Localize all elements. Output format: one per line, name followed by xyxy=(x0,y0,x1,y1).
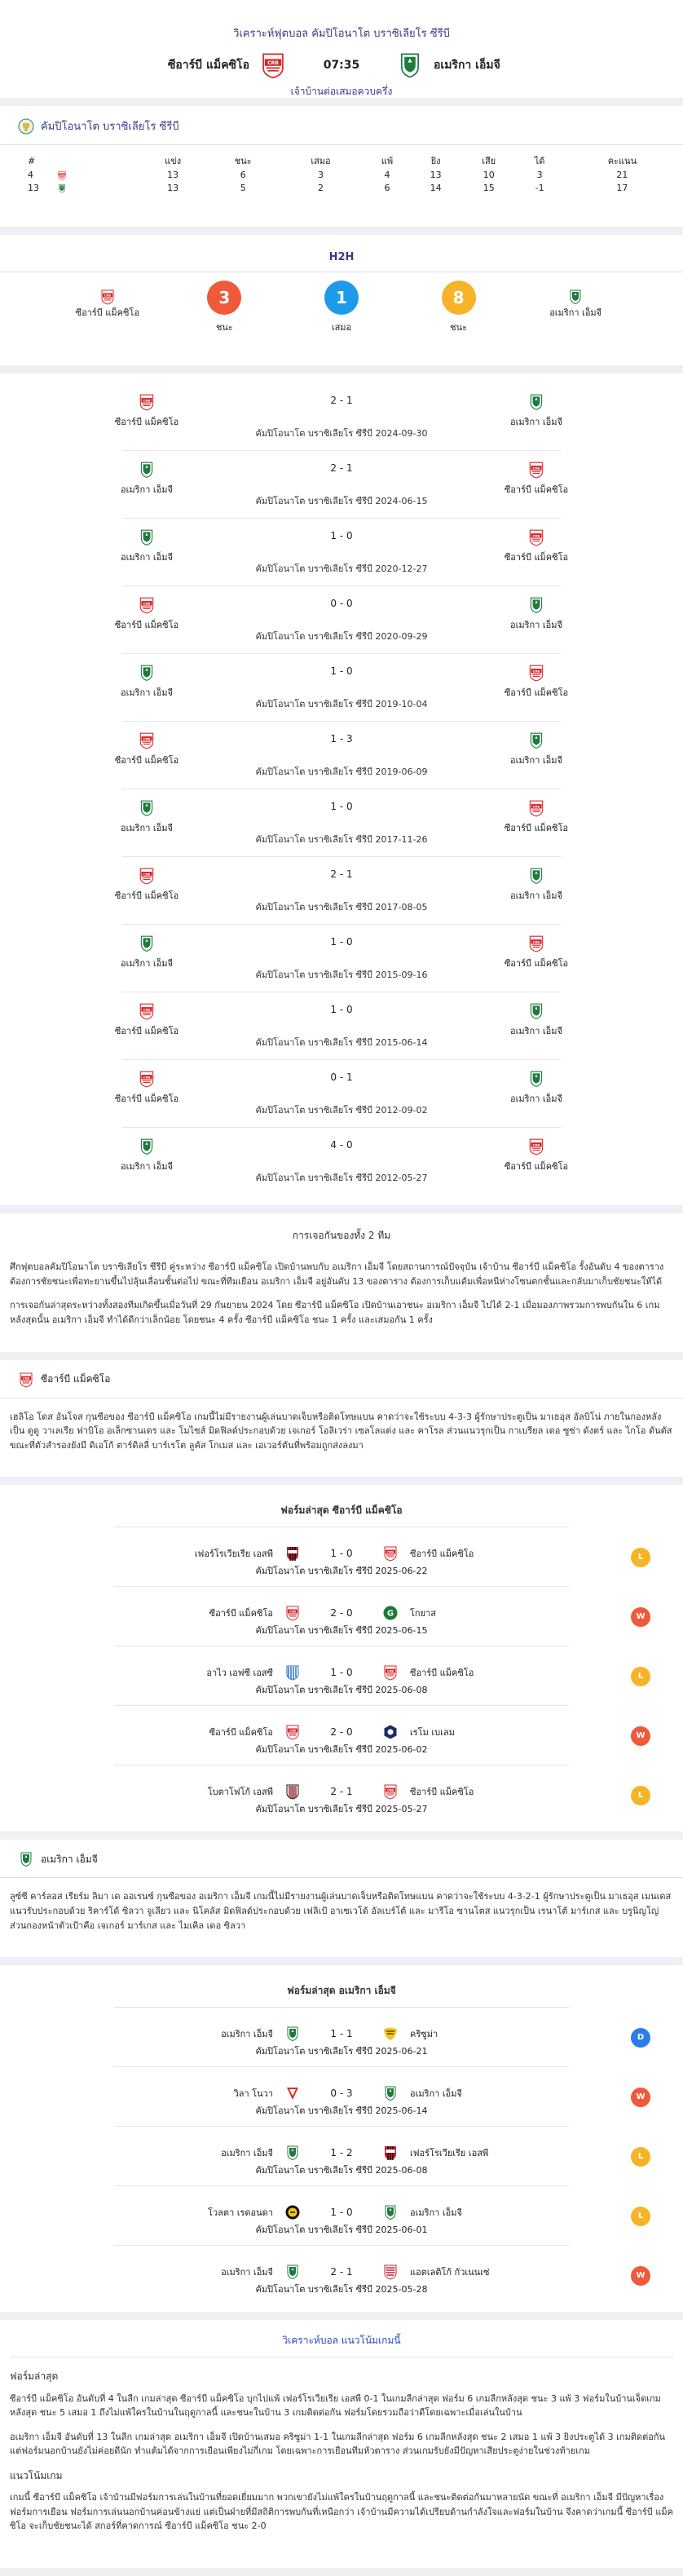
home-form-title: ฟอร์มล่าสุด ซีอาร์บี แม็คซิโอ xyxy=(114,1493,569,1527)
match-away[interactable] xyxy=(487,731,585,767)
form-match-row[interactable] xyxy=(114,1587,646,1646)
standings-row-away[interactable] xyxy=(0,181,683,194)
form-league-date: คัมปิโอนาโต บราซิเลียโร ซีรีบี 2025-06-08 xyxy=(255,2165,428,2176)
form-home-name: เฟอร์โรเวียเรีย เอสพี xyxy=(194,1549,273,1560)
handicap-note: เจ้าบ้านต่อเสมอควบครึ่ง xyxy=(290,86,393,97)
match-away-name: ซีอาร์บี แม็คซิโอ xyxy=(504,823,569,833)
match-league-date: คัมปิโอนาโต บราซิเลียโร ซีรีบี 2024-06-15 xyxy=(255,496,428,506)
match-league-date: คัมปิโอนาโต บราซิเลียโร ซีรีบี 2020-12-27 xyxy=(255,563,428,574)
form-away[interactable] xyxy=(382,2085,462,2101)
form-home-name: อเมริกา เอ็มจี xyxy=(221,2148,273,2159)
form-away-name: ซีอาร์บี แม็คซิโอ xyxy=(410,1668,474,1679)
match-league-date: คัมปิโอนาโต บราซิเลียโร ซีรีบี 2019-10-04 xyxy=(255,699,428,709)
played: 13 xyxy=(167,182,179,193)
form-result-badge: D xyxy=(631,2028,650,2048)
h2h-match-row[interactable] xyxy=(114,586,562,654)
match-home-name: อเมริกา เอ็มจี xyxy=(121,1161,173,1172)
h2h-match-row[interactable] xyxy=(121,1128,569,1195)
home-info-name[interactable]: ซีอาร์บี แม็คซิโอ xyxy=(41,1373,111,1385)
form-match-row[interactable] xyxy=(114,2127,644,2186)
team-crest-icon xyxy=(527,935,545,952)
form-score: 2 - 1 xyxy=(330,1786,353,1798)
team-crest-icon xyxy=(382,2026,399,2042)
away-form-card xyxy=(0,1965,683,2312)
col-points: คะแนน xyxy=(607,156,637,166)
form-away[interactable] xyxy=(382,1545,474,1562)
match-score: 2 - 1 xyxy=(330,395,353,406)
league-trophy-icon xyxy=(18,118,34,135)
h2h-away-crest-icon xyxy=(567,289,584,305)
goals-against: 15 xyxy=(483,182,495,193)
match-score: 1 - 0 xyxy=(330,530,353,541)
match-away[interactable] xyxy=(487,867,585,903)
form-away-name: โกยาส xyxy=(410,1608,436,1619)
form-away-name: อเมริกา เอ็มจี xyxy=(410,2207,462,2219)
h2h-match-row[interactable] xyxy=(121,789,569,857)
match-away-name: อเมริกา เอ็มจี xyxy=(510,1094,562,1104)
trend-heading: แนวโน้มเกม xyxy=(10,2469,63,2481)
rank: 13 xyxy=(28,182,39,193)
match-league-date: คัมปิโอนาโต บราซิเลียโร ซีรีบี 2024-09-30 xyxy=(255,428,428,439)
match-league-date: คัมปิโอนาโต บราซิเลียโร ซีรีบี 2017-08-05 xyxy=(255,902,428,912)
form-league-date: คัมปิโอนาโต บราซิเลียโร ซีรีบี 2025-06-21 xyxy=(255,2046,428,2057)
pred-away-form: อเมริกา เอ็มจี อันดับที่ 13 ในลีก เกมล่าสุด อเมริกา เอ็มจี เปิดบ้านเสมอ คริซูม่า 1-1 ในเกมลีกล่าสุด ฟอร์ม 6 เกมลีกหลังสุด ชนะ 2 เสมอ 1 แพ้ 3 ยิงประตูได้ 3 เกมติดต่อกัน แต่ฟอร์มนอกบ้านยังไม่ค่อยดีนัก ทำแต้มได้จากการเยือนเพียงไม่กี่เกม โดยเฉพาะการเยือนทีมหัวตาราง ส่วนเกมรับยังมีปัญหาเสียประตูง่ายในช่วงท้ายเกม xyxy=(10,2431,665,2457)
match-score: 1 - 0 xyxy=(330,665,353,677)
match-score: 4 - 0 xyxy=(330,1139,353,1151)
form-league-date: คัมปิโอนาโต บราซิเลียโร ซีรีบี 2025-06-02 xyxy=(255,1744,428,1756)
h2h-home-name[interactable]: ซีอาร์บี แม็คซิโอ xyxy=(75,307,139,318)
goals-against: 10 xyxy=(483,169,495,180)
form-result-badge: W xyxy=(631,1607,650,1627)
form-match-row[interactable] xyxy=(114,1646,644,1706)
goals-for: 13 xyxy=(430,169,442,180)
home-info-text: เฮลิโอ โดส อันโจส กุนซือของ ซีอาร์บี แม็คซิโอ เกมนี้ไม่มีรายงานผู้เล่นบาดเจ็บหรือติดโทษแบน คาดว่าจะใช้ระบบ 4-3-3 ผู้รักษาประตูเป็น มาเธอุส อัลบิโน่ ภายในกองหลังเป็น ดูดู วาเลเรีย ฟาบิโอ อเล็กซานเดร และ โมไซส์ มิดฟิลด์ประกอบด้วย เจเกอร์ โอลิเวร่า เซลโลแต่ง และ คาโรล ส่วนแนวรุกเป็น กาเบรียล เดอ ซูซ่า ดังตร์ และ ไกโอ ดันตัส ขณะที่ตัวสำรองยังมี ดิเอโก้ ตาร์ดิลลี่ บาร์เรโต ลูคัส โกเมส และ เอเวอร์ตันที่พร้อมถูกส่งลงมา xyxy=(10,1411,672,1451)
match-score: 2 - 1 xyxy=(330,462,353,474)
played: 13 xyxy=(167,169,179,180)
lost: 4 xyxy=(384,169,390,180)
away-crest-icon xyxy=(57,183,67,193)
form-score: 1 - 0 xyxy=(330,1548,353,1560)
h2h-home-crest-icon xyxy=(99,289,116,305)
pred-home-form: ซีอาร์บี แม็คซิโอ อันดับที่ 4 ในลีก เกมล่าสุด ซีอาร์บี แม็คซิโอ บุกไปแพ้ เฟอร์โรเวียเรีย เอสพี 0-1 ในเกมลีกล่าสุด ฟอร์ม 6 เกมลีกหลังสุด ชนะ 3 แพ้ 3 ฟอร์มในบ้านเจ็ดเกมหลังสุด ชนะ 5 เสมอ 1 ถึงไม่แพ้ใครในบ้านในฤดูกาลนี้ และชนะในบ้าน 3 เกมติดต่อกัน ฟอร์มโดยรวมถือว่าดีโดยเฉพาะเมื่อเล่นในบ้าน xyxy=(10,2393,661,2419)
form-score: 1 - 1 xyxy=(330,2028,353,2040)
team-crest-icon xyxy=(527,528,545,546)
match-home-name: ซีอาร์บี แม็คซิโอ xyxy=(114,1026,179,1036)
form-score: 2 - 1 xyxy=(330,2266,353,2278)
form-match-row[interactable] xyxy=(114,1765,644,1825)
won: 5 xyxy=(240,182,246,193)
points: 17 xyxy=(616,182,628,193)
form-away-name: แอตเลติโก้ กัวเนนเซ่ xyxy=(410,2267,490,2278)
goals-for: 14 xyxy=(430,182,442,193)
col-team xyxy=(57,153,139,168)
team-crest-icon xyxy=(527,799,545,817)
match-league-date: คัมปิโอนาโต บราซิเลียโร ซีรีบี 2019-06-09 xyxy=(255,767,428,777)
match-home-name: ซีอาร์บี แม็คซิโอ xyxy=(114,620,179,630)
lost: 6 xyxy=(384,182,390,193)
team-crest-icon xyxy=(382,1545,399,1562)
team-crest-icon xyxy=(527,867,545,885)
team-crest-icon xyxy=(382,2264,399,2280)
form-away[interactable] xyxy=(382,1783,474,1800)
form-home-name: โวลตา เรดอนดา xyxy=(208,2207,273,2219)
form-away-name: คริซูม่า xyxy=(410,2029,438,2040)
form-score: 1 - 0 xyxy=(330,2207,353,2219)
team-crest-icon xyxy=(382,2145,399,2161)
form-result-badge: L xyxy=(631,1548,650,1567)
h2h-match-row[interactable] xyxy=(121,654,569,722)
form-league-date: คัมปิโอนาโต บราซิเลียโร ซีรีบี 2025-06-22 xyxy=(255,1566,428,1577)
team-crest-icon xyxy=(527,1002,545,1020)
h2h-analysis-p2: การเจอกันล่าสุดระหว่างทั้งสองทีมเกิดขึ้นเมื่อวันที่ 29 กันยายน 2024 โดย ซีอาร์บี แม็คซิโอ เปิดบ้านเอาชนะ อเมริกา เอ็มจี ไปได้ 2-1 เมื่อมองภาพรวมการพบกันใน 6 เกมหลังสุดนั้น อเมริกา เอ็มจี ทำได้ดีกว่าเล็กน้อย โดยชนะ 4 ครั้ง ซีอาร์บี แม็คซิโอ ชนะ 1 ครั้ง และเสมอกัน 1 ครั้ง xyxy=(10,1300,660,1325)
match-league-date: คัมปิโอนาโต บราซิเลียโร ซีรีบี 2017-11-26 xyxy=(255,834,428,845)
team-crest-icon xyxy=(527,461,545,479)
form-result-badge: L xyxy=(631,1786,650,1805)
form-away-name: เฟอร์โรเวียเรีย เอสพี xyxy=(410,2148,489,2159)
standings-title[interactable]: คัมปิโอนาโต บราซิเลียโร ซีรีบี xyxy=(41,121,179,133)
form-score: 1 - 2 xyxy=(330,2147,353,2159)
col-played: แข่ง xyxy=(165,156,182,166)
prediction-card xyxy=(0,2320,683,2568)
h2h-analysis-p1: ศึกฟุตบอลคัมปิโอนาโต บราซิเลียโร ซีรีบี คู่ระหว่าง ซีอาร์บี แม็คซิโอ เปิดบ้านพบกับ อเมริกา เอ็มจี โดยสถานการณ์ปัจจุบัน เจ้าบ้าน ซีอาร์บี แม็คซิโอ รั้งอันดับ 4 ของตาราง ต้องการชัยชนะเพื่อทะยานขึ้นไปลุ้นเลื่อนชั้นต่อไป ขณะที่ทีมเยือน อเมริกา เอ็มจี อยู่อันดับ 13 ของตาราง ต้องการเก็บแต้มเพื่อหนีห่างโซนตกชั้นและกลับมาเก็บชัยชนะให้ได้ xyxy=(10,1261,664,1287)
match-league-date: คัมปิโอนาโต บราซิเลียโร ซีรีบี 2015-09-16 xyxy=(255,970,428,980)
match-away-name: ซีอาร์บี แม็คซิโอ xyxy=(504,958,569,969)
form-league-date: คัมปิโอนาโต บราซิเลียโร ซีรีบี 2025-06-08 xyxy=(255,1685,428,1696)
home-crest-icon xyxy=(57,170,67,180)
form-away-name: ซีอาร์บี แม็คซิโอ xyxy=(410,1787,474,1798)
match-league-date: คัมปิโอนาโต บราซิเลียโร ซีรีบี 2012-05-27 xyxy=(255,1173,428,1183)
match-home-name: อเมริกา เอ็มจี xyxy=(121,823,173,833)
match-league-date: คัมปิโอนาโต บราซิเลียโร ซีรีบี 2015-06-14 xyxy=(255,1037,428,1048)
goal-diff: -1 xyxy=(535,182,544,193)
form-match-row[interactable] xyxy=(114,1706,646,1765)
h2h-analysis-title: การเจอกันของทั้ง 2 ทีม xyxy=(292,1230,391,1241)
team-crest-icon xyxy=(382,1783,399,1800)
away-team-name[interactable]: อเมริกา เอ็มจี xyxy=(434,59,500,72)
away-info-name[interactable]: อเมริกา เอ็มจี xyxy=(41,1853,98,1865)
col-lost: แพ้ xyxy=(381,156,394,166)
team-crest-icon xyxy=(382,1605,399,1621)
drawn: 3 xyxy=(317,169,324,180)
home-info-crest-icon xyxy=(18,1372,34,1388)
h2h-home-wins: 3 xyxy=(207,281,241,315)
match-header xyxy=(0,0,683,98)
match-home-name: อเมริกา เอ็มจี xyxy=(121,552,173,563)
col-gd: ได้ xyxy=(534,156,545,166)
form-away[interactable] xyxy=(382,1664,474,1681)
match-away-name: อเมริกา เอ็มจี xyxy=(510,417,562,427)
standings-card xyxy=(0,106,683,227)
match-away[interactable] xyxy=(487,1002,585,1038)
match-away-name: ซีอาร์บี แม็คซิโอ xyxy=(504,552,569,563)
home-team-crest-icon[interactable] xyxy=(259,51,287,79)
form-home-name: อเมริกา เอ็มจี xyxy=(221,2029,273,2040)
form-score: 2 - 0 xyxy=(330,1726,353,1739)
away-info-crest-icon xyxy=(18,1851,34,1867)
form-home-name: ซีอาร์บี แม็คซิโอ xyxy=(209,1608,273,1619)
match-away[interactable] xyxy=(487,461,585,497)
h2h-match-row[interactable] xyxy=(121,451,569,519)
form-away[interactable] xyxy=(382,2145,488,2161)
match-score: 1 - 0 xyxy=(330,936,353,948)
h2h-away-wins-label: ชนะ xyxy=(450,322,468,333)
form-home-name: โบตาโฟโก้ เอสพี xyxy=(207,1787,273,1798)
form-home-name: อาไว เอฟซี เอสซี xyxy=(206,1668,273,1679)
form-result-badge: W xyxy=(631,1726,650,1746)
h2h-away-name[interactable]: อเมริกา เอ็มจี xyxy=(549,307,602,318)
match-score: 2 - 1 xyxy=(330,868,353,880)
match-away-name: อเมริกา เอ็มจี xyxy=(510,755,562,766)
away-info-text: ลูซ์ซี คาร์ลอส เรียร์ม ลิมา เด ออเรนซ์ กุนซือของ อเมริกา เอ็มจี เกมนี้ไม่มีรายงานผู้เล่นบาดเจ็บหรือติดโทษแบน คาดว่าจะใช้ระบบ 4-3-2-1 ผู้รักษาประตูเป็น มาเธอุส เมนเดส แนวรับประกอบด้วย ริคาร์โด้ ซิลวา จูเลียว และ นิโคลัส มิดฟิลด์ประกอบด้วย เฟลิเป้ อาเซเวโด้ อัลเบร์โต้ และ มารีโอ ซานโตส แนวรุกเป็น เรนาโต้ มาร์เกส และ บรูนิญโญ่ ส่วนกองหน้าตัวเป้าคือ เจเกอร์ มาร์เกส และ ไมเคิล เดอ ซิลวา xyxy=(10,1891,672,1931)
match-score: 0 - 1 xyxy=(330,1071,353,1083)
match-away[interactable] xyxy=(487,1138,585,1173)
match-score: 1 - 0 xyxy=(330,801,353,812)
match-away[interactable] xyxy=(487,935,585,970)
h2h-draws-label: เสมอ xyxy=(331,322,352,333)
home-form-card xyxy=(0,1485,683,1831)
h2h-match-row[interactable] xyxy=(114,383,562,451)
team-crest-icon xyxy=(382,2085,399,2101)
form-score: 2 - 0 xyxy=(330,1607,353,1619)
form-match-row[interactable] xyxy=(114,2067,646,2127)
match-score: 0 - 0 xyxy=(330,598,353,609)
form-match-row[interactable] xyxy=(114,2186,644,2246)
team-crest-icon xyxy=(382,2204,399,2220)
form-away[interactable] xyxy=(382,1605,436,1621)
col-won: ชนะ xyxy=(234,156,252,166)
match-away-name: อเมริกา เอ็มจี xyxy=(510,1026,562,1036)
match-away[interactable] xyxy=(487,664,585,700)
team-crest-icon xyxy=(527,393,545,411)
match-away-name: ซีอาร์บี แม็คซิโอ xyxy=(504,687,569,698)
match-away[interactable] xyxy=(487,528,585,564)
col-drawn: เสมอ xyxy=(311,156,331,166)
form-score: 0 - 3 xyxy=(330,2088,353,2100)
form-match-row[interactable] xyxy=(114,2246,646,2305)
form-league-date: คัมปิโอนาโต บราซิเลียโร ซีรีบี 2025-06-14 xyxy=(255,2105,428,2117)
form-league-date: คัมปิโอนาโต บราซิเลียโร ซีรีบี 2025-05-28 xyxy=(255,2284,428,2295)
team-crest-icon xyxy=(527,664,545,682)
match-score: 1 - 0 xyxy=(330,1004,353,1015)
match-away[interactable] xyxy=(487,596,585,632)
form-match-row[interactable] xyxy=(114,1527,644,1587)
col-ga: เสีย xyxy=(482,156,496,166)
standings-header-row xyxy=(0,153,683,168)
away-team-info xyxy=(0,1840,683,1957)
form-away[interactable] xyxy=(382,1724,455,1740)
match-home-name: อเมริกา เอ็มจี xyxy=(121,687,173,698)
form-result-badge: L xyxy=(631,1667,650,1686)
match-away[interactable] xyxy=(487,799,585,835)
recent-form-heading: ฟอร์มล่าสุด xyxy=(10,2371,59,2383)
form-league-date: คัมปิโอนาโต บราซิเลียโร ซีรีบี 2025-06-15 xyxy=(255,1625,428,1637)
form-league-date: คัมปิโอนาโต บราซิเลียโร ซีรีบี 2025-05-27 xyxy=(255,1804,428,1815)
match-away[interactable] xyxy=(487,1070,585,1106)
form-away[interactable] xyxy=(382,2026,438,2042)
form-away-name: อเมริกา เอ็มจี xyxy=(410,2088,462,2100)
form-away-name: ซีอาร์บี แม็คซิโอ xyxy=(410,1549,474,1560)
points: 21 xyxy=(616,169,628,180)
match-home-name: ซีอาร์บี แม็คซิโอ xyxy=(114,890,179,901)
form-home-name: วิลา โนวา xyxy=(233,2088,273,2100)
match-away-name: ซีอาร์บี แม็คซิโอ xyxy=(504,1161,569,1172)
team-crest-icon xyxy=(382,1664,399,1681)
home-team-name[interactable]: ซีอาร์บี แม็คซิโอ xyxy=(167,59,249,72)
match-away-name: อเมริกา เอ็มจี xyxy=(510,890,562,901)
match-home-name: อเมริกา เอ็มจี xyxy=(121,958,173,969)
team-crest-icon xyxy=(527,1138,545,1155)
league-title: วิเคราะห์ฟุตบอล คัมปิโอนาโต บราซิเลียโร ซีรีบี xyxy=(233,28,450,40)
standings-table xyxy=(0,153,683,194)
h2h-match-row[interactable] xyxy=(114,722,562,789)
h2h-draws: 1 xyxy=(324,281,359,315)
goal-diff: 3 xyxy=(536,169,543,180)
match-away[interactable] xyxy=(487,393,585,429)
away-form-title: ฟอร์มล่าสุด อเมริกา เอ็มจี xyxy=(114,1973,569,2008)
prediction-title: วิเคราะห์บอล แนวโน้มเกมนี้ xyxy=(10,2333,673,2357)
h2h-title: H2H xyxy=(328,251,355,263)
form-away[interactable] xyxy=(382,2264,489,2280)
col-gf: ยิง xyxy=(430,156,441,166)
match-home-name: อเมริกา เอ็มจี xyxy=(121,484,173,495)
match-score: 1 - 3 xyxy=(330,733,353,745)
h2h-summary xyxy=(0,235,683,365)
form-home-name: ซีอาร์บี แม็คซิโอ xyxy=(209,1727,273,1739)
form-home-name: อเมริกา เอ็มจี xyxy=(221,2267,273,2278)
h2h-match-list xyxy=(0,373,683,1205)
form-result-badge: L xyxy=(631,2207,650,2226)
h2h-match-row[interactable] xyxy=(121,519,569,586)
kickoff-time: 07:35 xyxy=(323,59,360,72)
form-result-badge: W xyxy=(631,2266,650,2286)
drawn: 2 xyxy=(317,182,324,193)
home-team-info xyxy=(0,1360,683,1478)
match-league-date: คัมปิโอนาโต บราซิเลียโร ซีรีบี 2020-09-29 xyxy=(255,631,428,642)
match-home-name: ซีอาร์บี แม็คซิโอ xyxy=(114,1094,179,1104)
h2h-match-row[interactable] xyxy=(114,1060,562,1128)
h2h-match-row[interactable] xyxy=(121,925,569,992)
col-rank: # xyxy=(28,155,36,166)
form-result-badge: L xyxy=(631,2147,650,2167)
team-crest-icon xyxy=(527,596,545,614)
h2h-match-row[interactable] xyxy=(114,857,562,925)
team-crest-icon xyxy=(527,731,545,749)
away-team-crest-icon[interactable] xyxy=(396,51,424,79)
form-result-badge: W xyxy=(631,2088,650,2107)
form-away-name: เรโม เบเลม xyxy=(410,1727,455,1739)
h2h-match-row[interactable] xyxy=(114,992,562,1060)
rank: 4 xyxy=(28,169,33,180)
won: 6 xyxy=(240,169,246,180)
form-league-date: คัมปิโอนาโต บราซิเลียโร ซีรีบี 2025-06-01 xyxy=(255,2225,428,2236)
match-league-date: คัมปิโอนาโต บราซิเลียโร ซีรีบี 2012-09-02 xyxy=(255,1105,428,1116)
form-away[interactable] xyxy=(382,2204,462,2220)
team-crest-icon xyxy=(527,1070,545,1088)
match-away-name: อเมริกา เอ็มจี xyxy=(510,620,562,630)
match-away-name: ซีอาร์บี แม็คซิโอ xyxy=(504,484,569,495)
form-match-row[interactable] xyxy=(114,2008,645,2067)
standings-row-home[interactable] xyxy=(0,168,683,181)
team-crest-icon xyxy=(382,1724,399,1740)
h2h-home-wins-label: ชนะ xyxy=(215,322,233,333)
h2h-analysis xyxy=(0,1213,683,1352)
match-home-name: ซีอาร์บี แม็คซิโอ xyxy=(114,755,179,766)
h2h-away-wins: 8 xyxy=(442,281,476,315)
pred-trend: เกมนี้ ซีอาร์บี แม็คซิโอ เจ้าบ้านมีฟอร์มการเล่นในบ้านที่ยอดเยี่ยมมาก พวกเขายังไม่แพ้ใครในบ้านฤดูกาลนี้ และชนะติดต่อกันมาหลายนัด ขณะที่ อเมริกา เอ็มจี มีปัญหาเรื่องฟอร์มการเยือน ฟอร์มการเล่นนอกบ้านค่อนข้างแย่ แต่เป็นฝ่ายที่มีสถิติการพบกันที่เหนือกว่า เจ้าบ้านมีความได้เปรียบด้านกำลังใจและฟอร์มในบ้าน จึงคาดว่าเกมนี้ ซีอาร์บี แม็คซิโอ จะเก็บชัยชนะได้ สกอร์ที่คาดการณ์ ซีอาร์บี แม็คซิโอ ชนะ 2-0 xyxy=(10,2492,673,2532)
match-home-name: ซีอาร์บี แม็คซิโอ xyxy=(114,417,179,427)
form-score: 1 - 0 xyxy=(330,1667,353,1679)
